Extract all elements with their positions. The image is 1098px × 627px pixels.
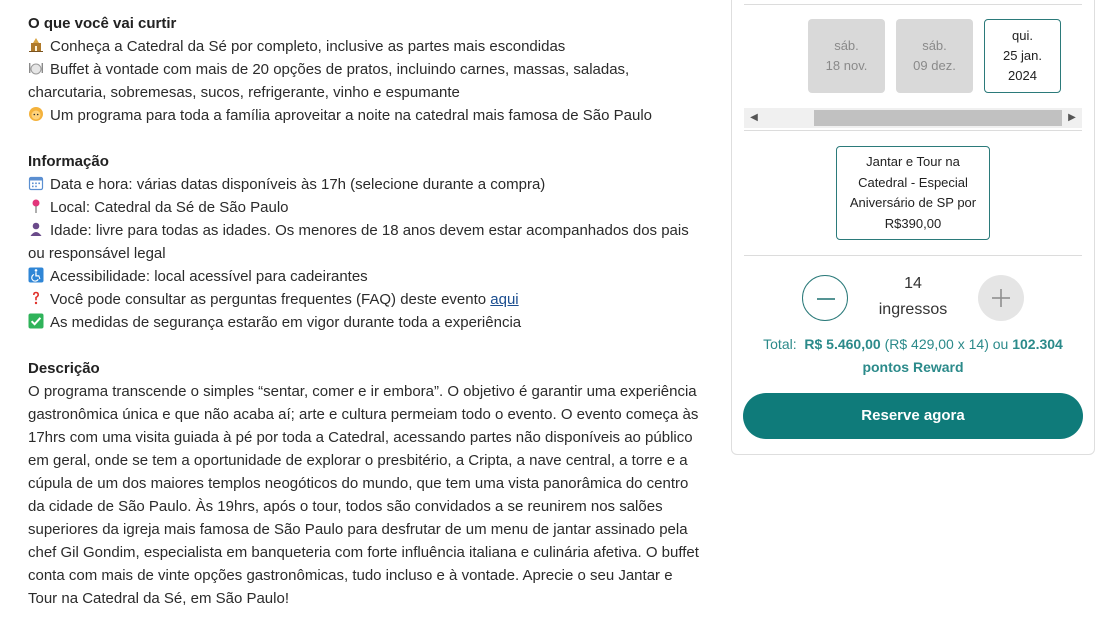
info-faq	[28, 288, 718, 311]
date-option-1[interactable]	[808, 19, 885, 93]
decrease-quantity-button[interactable]	[802, 275, 848, 321]
description-line: gastronômica única e que não acaba aí; arte e cultura permeiam todo o evento. O evento começa às	[28, 406, 699, 423]
description-body	[28, 380, 718, 610]
date-option-2[interactable]	[896, 19, 973, 93]
faq-link[interactable]: aqui	[490, 291, 519, 308]
total-or: ou	[992, 336, 1009, 352]
quantity-display	[862, 271, 964, 323]
info-location-text: Local: Catedral da Sé de São Paulo	[50, 199, 289, 216]
date-day: 18 nov.	[825, 58, 868, 73]
scrollbar-thumb[interactable]	[814, 110, 1062, 126]
pin-icon	[28, 198, 44, 214]
family-icon	[28, 106, 44, 122]
quantity-unit: ingressos	[878, 301, 948, 318]
info-date-text: Data e hora: várias datas disponíveis às 17h (selecione durante a compra)	[50, 176, 546, 193]
info-age	[28, 219, 718, 242]
highlight-text: Um programa para toda a família aproveitar a noite na catedral mais famosa de São Paulo	[50, 107, 652, 124]
highlight-item-continued: charcutaria, sobremesas, sucos, refrigerante, vinho e espumante	[28, 84, 460, 101]
description-title: Descrição	[28, 360, 100, 377]
description-line: superiores da igreja mais famosa de São Paulo para desfrutar de um menu de jantar assinado pela	[28, 521, 688, 538]
plus-icon	[978, 275, 1024, 321]
description-line: 17hrs com uma visita guiada à pé por toda a Catedral, acessando partes não disponíveis ao público	[28, 429, 693, 446]
scroll-right-icon[interactable]: ▶	[1068, 112, 1076, 123]
reward-label: pontos Reward	[862, 359, 964, 375]
divider	[744, 255, 1082, 256]
check-mark-icon	[28, 313, 44, 329]
divider	[744, 4, 1082, 5]
description-line: da cidade de São Paulo. Às 19hrs, após o tour, todos são convidados a se reunirem nos salões	[28, 498, 663, 515]
description-line: em geral, onde se tem a oportunidade de explorar o presbitério, a Cripta, a nave central, a torre e a	[28, 452, 688, 469]
info-accessibility-text: Acessibilidade: local acessível para cadeirantes	[50, 268, 368, 285]
quantity-stepper	[732, 271, 1094, 327]
highlight-item	[28, 58, 718, 81]
reserve-button[interactable]: Reserve agora	[743, 393, 1083, 439]
date-day: 25 jan.	[1002, 48, 1043, 63]
cathedral-icon	[28, 37, 44, 53]
minus-icon	[803, 276, 849, 322]
date-weekday: sáb.	[834, 38, 859, 53]
description-line: chef Gil Gondim, especialista em banqueteria com forte influência italiana e culinária afetiva. O buffet	[28, 544, 699, 561]
ticket-option[interactable]: Jantar e Tour na Catedral - Especial Aniversário de SP por R$390,00	[836, 146, 990, 240]
date-day: 09 dez.	[913, 58, 956, 73]
info-safety	[28, 311, 718, 334]
wheelchair-icon	[28, 267, 44, 283]
question-mark-icon	[28, 290, 44, 306]
total-breakdown: (R$ 429,00 x 14)	[884, 336, 989, 352]
highlight-text: Conheça a Catedral da Sé por completo, inclusive as partes mais escondidas	[50, 38, 566, 55]
divider	[744, 130, 1082, 131]
info-safety-text: As medidas de segurança estarão em vigor durante toda a experiência	[50, 314, 522, 331]
date-year: 2024	[1008, 68, 1037, 83]
highlight-text: Buffet à vontade com mais de 20 opções de pratos, incluindo carnes, massas, saladas,	[50, 61, 630, 78]
date-weekday: qui.	[1012, 28, 1033, 43]
total-price	[742, 333, 1084, 379]
booking-card	[731, 0, 1095, 455]
scroll-left-icon[interactable]: ◀	[750, 112, 758, 123]
info-accessibility	[28, 265, 718, 288]
date-selector	[808, 19, 1061, 93]
quantity-value: 14	[904, 275, 922, 292]
description-line: conta com mais de vinte opções gastronômicas, tudo incluso e à vontade. Aprecie o seu Jantar e	[28, 567, 673, 584]
date-weekday: sáb.	[922, 38, 947, 53]
info-age-continued: ou responsável legal	[28, 245, 166, 262]
info-age-text: Idade: livre para todas as idades. Os menores de 18 anos devem estar acompanhados dos pais	[50, 222, 689, 239]
person-icon	[28, 221, 44, 237]
info-date	[28, 173, 718, 196]
date-option-selected[interactable]	[984, 19, 1061, 93]
dish-icon	[28, 60, 44, 76]
reward-points: 102.304	[1012, 336, 1063, 352]
total-label: Total:	[763, 336, 797, 352]
info-location	[28, 196, 718, 219]
increase-quantity-button[interactable]	[978, 275, 1024, 321]
highlight-item	[28, 35, 718, 58]
info-faq-text: Você pode consultar as perguntas frequentes (FAQ) deste evento	[50, 291, 491, 308]
highlight-item	[28, 104, 718, 127]
calendar-icon	[28, 175, 44, 191]
date-scrollbar[interactable]	[744, 108, 1082, 128]
info-title: Informação	[28, 153, 109, 170]
total-amount: R$ 5.460,00	[804, 336, 881, 352]
highlights-title: O que você vai curtir	[28, 15, 177, 32]
description-line: Tour na Catedral da Sé, em São Paulo!	[28, 590, 289, 607]
description-line: O programa transcende o simples “sentar, comer e ir embora”. O objetivo é garantir uma experiência	[28, 383, 697, 400]
description-line: cúpula de um dos maiores templos neogóticos do mundo, que tem uma vista panorâmica do centro	[28, 475, 689, 492]
event-details	[28, 12, 718, 610]
